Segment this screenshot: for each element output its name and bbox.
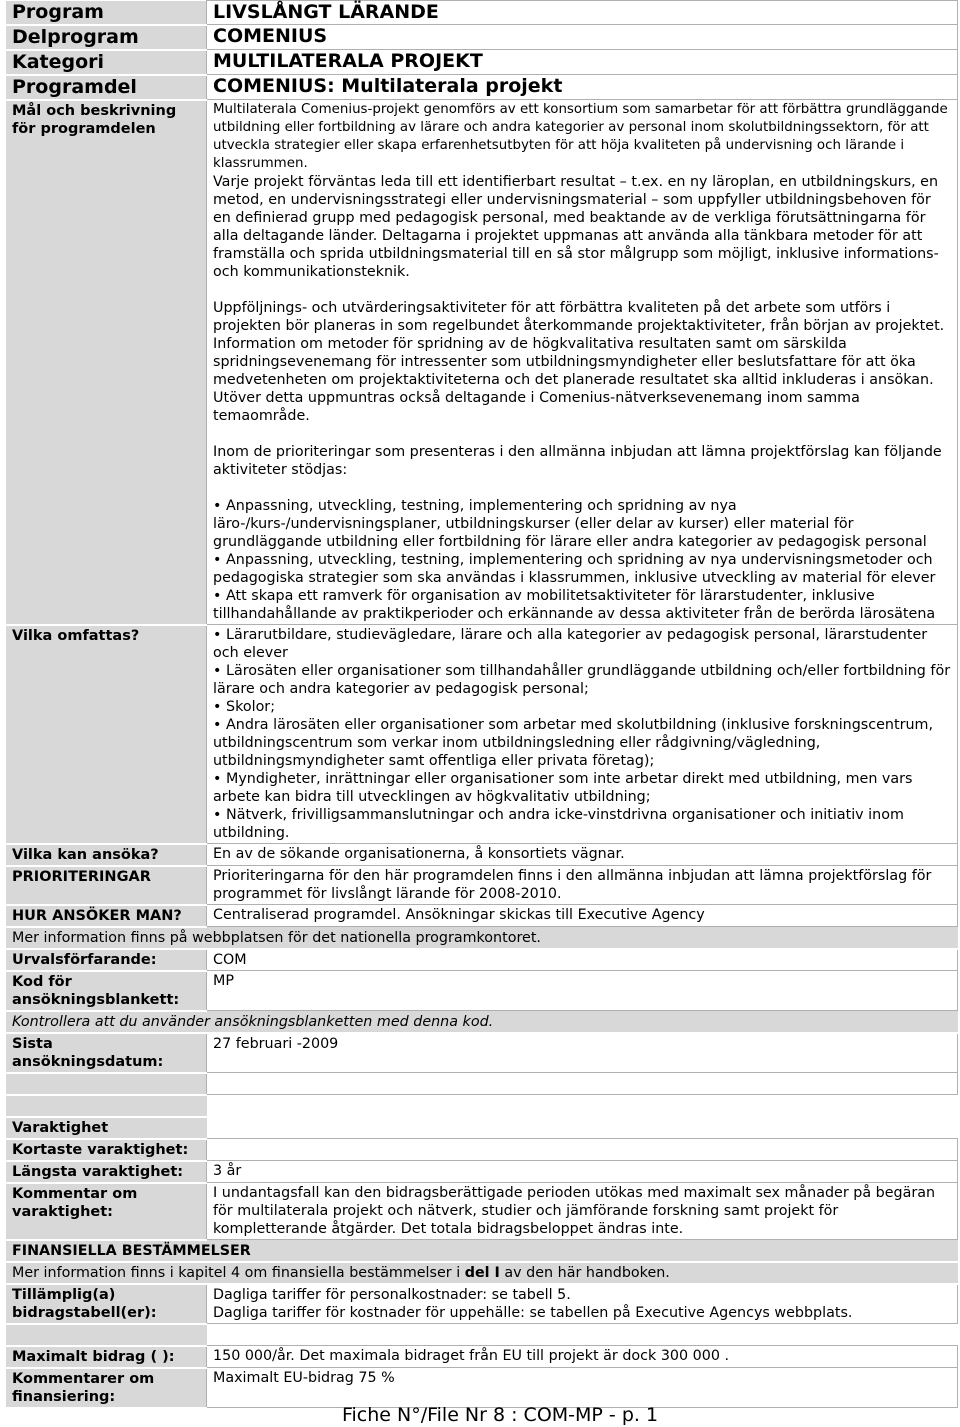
mer-info-kapitel: Mer information finns i kapitel 4 om finansiella bestämmelser i del I av den här handboken. — [6, 1262, 958, 1284]
label-delprogram: Delprogram — [6, 25, 207, 50]
value-delprogram: COMENIUS — [207, 25, 958, 50]
row-vilka-kan — [6, 844, 958, 866]
row-blank-1 — [6, 1073, 958, 1095]
label-kod: Kod för ansökningsblankett: — [6, 971, 207, 1011]
value-kommentar-varaktighet: I undantagsfall kan den bidragsberättigade perioden utökas med maximalt sex månader på begäran för multilaterala projekt och nätverk, studier och jämförande forskning samt projekt för kompletterande åtgärder. Det totala bidragsbeloppet ändras inte. — [207, 1183, 958, 1240]
page-footer: Fiche N°/File Nr 8 : COM-MP - p. 1 — [341, 1404, 659, 1426]
row-varaktighet — [6, 1117, 958, 1139]
label-tillamplig: Tillämplig(a) bidragstabell(er): — [6, 1284, 207, 1324]
mal-paragraph-1: Multilaterala Comenius-projekt genomförs av ett konsortium som samarbetar för att förbättra grundläggande utbildning eller fortbildning av lärare och andra kategorier av personal inom skolutbildningssektorn, för att utveckla strategier eller skapa erfarenhetsutbyten för att höja kvaliteten på undervisning och lärande i klassrummen. — [213, 102, 948, 171]
label-kortaste: Kortaste varaktighet: — [6, 1139, 207, 1161]
value-blank — [207, 1095, 958, 1117]
mal-bullet: • Anpassning, utveckling, testning, implementering och spridning av nya undervisningsmetoder och pedagogiska strategier som ska användas i klassrummen, inklusive utveckling av material för elever — [213, 552, 936, 586]
label-hur: HUR ANSÖKER MAN? — [6, 905, 207, 927]
label-program: Program — [6, 1, 207, 25]
tillamplig-line-2: Dagliga tariffer för kostnader för uppehälle: se tabellen på Executive Agencys webbplats. — [213, 1304, 853, 1321]
value-kod: MP — [207, 971, 958, 1011]
row-maximalt — [6, 1346, 958, 1368]
finansiella-heading: FINANSIELLA BESTÄMMELSER — [6, 1240, 958, 1262]
row-mer-info-1 — [6, 927, 958, 949]
row-hur — [6, 905, 958, 927]
value-varaktighet — [207, 1117, 958, 1139]
label-vilka-omfattas: Vilka omfattas? — [6, 625, 207, 844]
label-kategori: Kategori — [6, 50, 207, 75]
row-prioriteringar — [6, 866, 958, 905]
value-tillamplig — [207, 1284, 958, 1324]
mal-paragraph-4: Inom de prioriteringar som presenteras i den allmänna inbjudan att lämna projektförslag kan följande aktiviteter stödjas: — [213, 444, 942, 478]
value-urval: COM — [207, 949, 958, 971]
program-table — [6, 0, 958, 1409]
row-delprogram — [6, 25, 958, 50]
value-program: LIVSLÅNGT LÄRANDE — [207, 1, 958, 25]
label-prioriteringar: PRIORITERINGAR — [6, 866, 207, 905]
mal-paragraph-2: Varje projekt förväntas leda till ett identifierbart resultat – t.ex. en ny läroplan, en utbildningskurs, en metod, en undervisningsstrategi eller undervisningsmaterial – som uppfyller utbildningsbehoven för en definierad grupp med pedagogisk personal, med beaktande av de verkliga förutsättningarna för alla deltagande länder. Deltagarna i projektet uppmanas att använda alla tänkbara metoder för att framställa och sprida utbildningsmaterial till en så stor målgrupp som möjligt, inklusive informations- och kommunikationsteknik. — [213, 174, 939, 280]
omfattas-bullet: • Lärarutbildare, studievägledare, lärare och alla kategorier av pedagogisk personal, lärarstudenter och elever — [213, 627, 928, 661]
value-blank — [207, 1073, 958, 1095]
row-vilka-omfattas — [6, 625, 958, 844]
omfattas-bullet: • Nätverk, frivilligsammanslutningar och andra icke-vinstdrivna organisationer och initiativ inom utbildning. — [213, 807, 904, 841]
label-kommentar-varaktighet: Kommentar om varaktighet: — [6, 1183, 207, 1240]
label-kommentarer-finansiering: Kommentarer om finansiering: — [6, 1368, 207, 1408]
value-mal — [207, 100, 958, 625]
row-blank-2 — [6, 1095, 958, 1117]
row-kommentar-varaktighet — [6, 1183, 958, 1240]
value-kortaste — [207, 1139, 958, 1161]
label-blank — [6, 1073, 207, 1095]
row-kommentarer-finansiering — [6, 1368, 958, 1408]
omfattas-bullet: • Skolor; — [213, 699, 276, 715]
row-mer-info-2 — [6, 1262, 958, 1284]
value-kommentarer-finansiering: Maximalt EU-bidrag 75 % — [207, 1368, 958, 1408]
row-kortaste — [6, 1139, 958, 1161]
label-maximalt: Maximalt bidrag ( ): — [6, 1346, 207, 1368]
row-finansiella — [6, 1240, 958, 1262]
value-vilka-kan: En av de sökande organisationerna, å konsortiets vägnar. — [207, 844, 958, 866]
mal-bullet: • Anpassning, utveckling, testning, implementering och spridning av nya läro-/kurs-/undervisningsplaner, utbildningskurser (eller delar av kurser) eller material för grundläggande utbildning eller fortbildning för lärare eller andra kategorier av pedagogisk personal — [213, 498, 927, 550]
value-vilka-omfattas — [207, 625, 958, 844]
row-kod — [6, 971, 958, 1011]
value-programdel: COMENIUS: Multilaterala projekt — [207, 75, 958, 100]
value-kategori: MULTILATERALA PROJEKT — [207, 50, 958, 75]
kontrollera-note: Kontrollera att du använder ansökningsblanketten med denna kod. — [6, 1011, 958, 1033]
row-sista — [6, 1033, 958, 1073]
label-urval: Urvalsförfarande: — [6, 949, 207, 971]
row-langsta — [6, 1161, 958, 1183]
value-sista — [207, 1033, 958, 1073]
label-programdel: Programdel — [6, 75, 207, 100]
value-prioriteringar: Prioriteringarna för den här programdelen finns i den allmänna inbjudan att lämna projektförslag för programmet för livslångt lärande för 2008-2010. — [207, 866, 958, 905]
label-langsta: Längsta varaktighet: — [6, 1161, 207, 1183]
row-kontrollera — [6, 1011, 958, 1033]
row-blank-3 — [6, 1324, 958, 1346]
row-kategori — [6, 50, 958, 75]
mal-paragraph-3: Uppföljnings- och utvärderingsaktiviteter för att förbättra kvaliteten på det arbete som utförs i projekten bör planeras in som regelbundet återkommande projektaktiviteter, från början av projektet. Information om metoder för spridning av de högkvalitativa resultaten samt om särskilda spridningsevenemang för intressenter som utbildningsmyndigheter eller beslutsfattare för att öka medvetenheten om projektaktiviteterna och det planerade resultatet ska alltid inkluderas i ansökan. Utöver detta uppmuntras också deltagande i Comenius-nätverksevenemang inom samma temaområde. — [213, 300, 945, 424]
label-mal: Mål och beskrivning för programdelen — [6, 100, 207, 625]
row-mal — [6, 100, 958, 625]
value-blank — [207, 1324, 958, 1346]
mal-bullet: • Att skapa ett ramverk för organisation av mobilitetsaktiviteter för lärarstudenter, inklusive tillhandahållande av praktikperioder och erkännande av dessa aktiviteter från de berörda lärosätena — [213, 588, 936, 622]
value-maximalt: 150 000/år. Det maximala bidraget från EU till projekt är dock 300 000 . — [207, 1346, 958, 1368]
fact-sheet — [6, 0, 958, 1409]
row-tillamplig — [6, 1284, 958, 1324]
sista-date: 27 februari -2009 — [213, 1035, 339, 1052]
label-sista: Sista ansökningsdatum: — [6, 1033, 207, 1073]
label-blank — [6, 1324, 207, 1346]
label-vilka-kan: Vilka kan ansöka? — [6, 844, 207, 866]
value-hur: Centraliserad programdel. Ansökningar skickas till Executive Agency — [207, 905, 958, 927]
tillamplig-line-1: Dagliga tariffer för personalkostnader: se tabell 5. — [213, 1286, 571, 1303]
omfattas-bullet: • Myndigheter, inrättningar eller organisationer som inte arbetar direkt med utbildning, men vars arbete kan bidra till utvecklingen av högkvalitativ utbildning; — [213, 771, 913, 805]
label-varaktighet: Varaktighet — [6, 1117, 207, 1139]
row-program — [6, 1, 958, 25]
mer-info-national: Mer information finns på webbplatsen för det nationella programkontoret. — [6, 927, 958, 949]
row-programdel — [6, 75, 958, 100]
omfattas-bullet: • Andra lärosäten eller organisationer som arbetar med skolutbildning (inklusive forskningscentrum, utbildningscentrum som verkar inom utbildningsledning eller rådgivning/vägledning, utbildningsmyndigheter samt offentliga eller privata företag); — [213, 717, 933, 769]
value-langsta: 3 år — [207, 1161, 958, 1183]
omfattas-bullet: • Lärosäten eller organisationer som tillhandahåller grundläggande utbildning och/eller fortbildning för lärare och andra kategorier av pedagogisk personal; — [213, 663, 951, 697]
label-blank — [6, 1095, 207, 1117]
row-urval — [6, 949, 958, 971]
